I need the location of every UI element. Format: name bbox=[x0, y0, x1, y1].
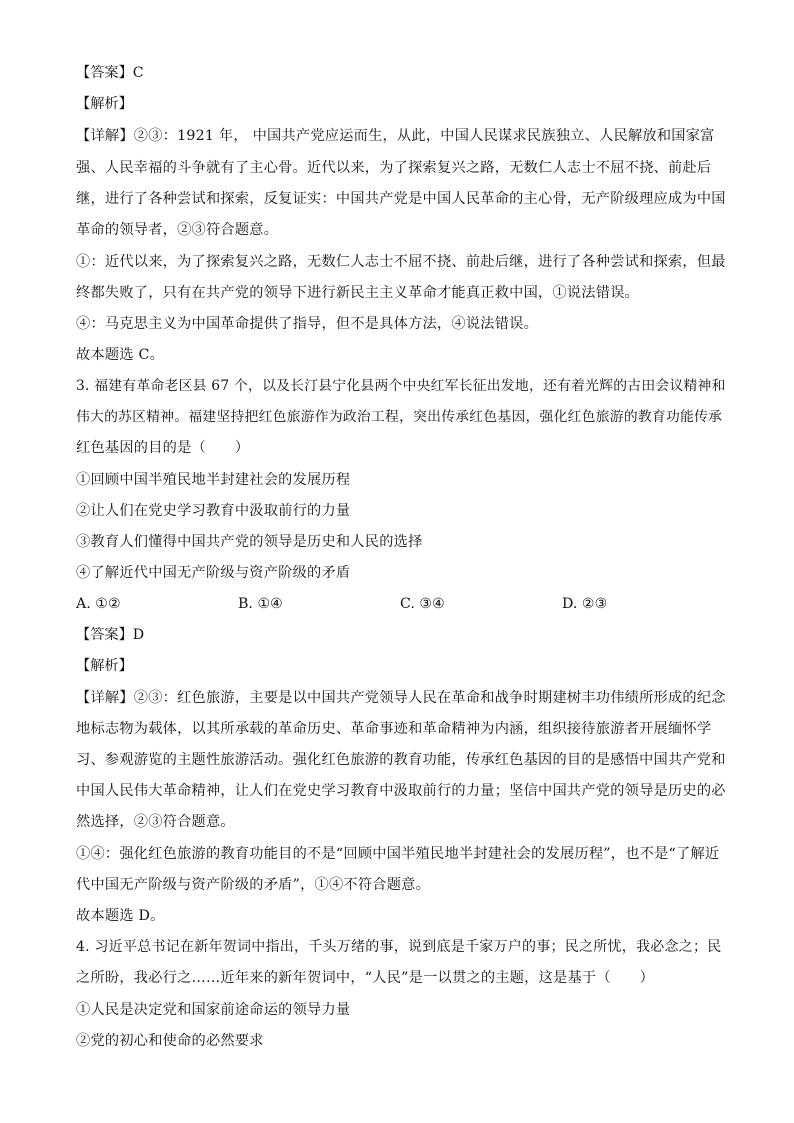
q4-statement: ①人民是决定党和国家前途命运的领导力量 bbox=[76, 1002, 351, 1018]
q4-stem-line: 之所盼，我必行之……近年来的新年贺词中，“人民”是一以贯之的主题，这是基于（ ） bbox=[76, 970, 655, 986]
q3-detail-line: 然选择，②③符合题意。 bbox=[76, 814, 235, 830]
q3-statement: ②让人们在党史学习教育中汲取前行的力量 bbox=[76, 503, 351, 519]
q3-stem-line: 红色基因的目的是（ ） bbox=[76, 440, 250, 456]
q2-detail-line: 强、人民幸福的斗争就有了主心骨。近代以来，为了探索复兴之路，无数仁人志士不屈不挠、前赴后 bbox=[76, 160, 712, 176]
q2-detail-line: 继，进行了各种尝试和探索，反复证实：中国共产党是中国人民革命的主心骨，无产阶级理应成为中国 bbox=[76, 191, 726, 207]
q3-conclusion: 故本题选 D。 bbox=[76, 908, 165, 924]
q4-stem-line: 4. 习近平总书记在新年贺词中指出，千头万绪的事，说到底是千家万户的事；民之所忧，我必念之；民 bbox=[76, 939, 722, 955]
q3-detail-line: 中国人民伟大革命精神，让人们在党史学习教育中汲取前行的力量；坚信中国共产党的领导是历史的必 bbox=[76, 783, 726, 799]
q2-detail-line: 【详解】②③：1921 年， 中国共产党应运而生，从此，中国人民谋求民族独立、人民解放和国家富 bbox=[76, 128, 715, 144]
q3-statement: ①回顾中国半殖民地半封建社会的发展历程 bbox=[76, 472, 351, 488]
q2-conclusion: 故本题选 C。 bbox=[76, 347, 165, 363]
q2-answer: 【答案】C bbox=[76, 65, 144, 81]
q2-detail-line: 革命的领导者，②③符合题意。 bbox=[76, 222, 279, 238]
q3-option-c: C. ③④ bbox=[400, 596, 445, 612]
q3-detail-line: ①④：强化红色旅游的教育功能目的不是“回顾中国半殖民地半封建社会的发展历程”，也不是“了解近 bbox=[76, 846, 720, 862]
q3-stem-line: 伟大的苏区精神。福建坚持把红色旅游作为政治工程，突出传承红色基因，强化红色旅游的教育功能传承 bbox=[76, 409, 723, 425]
q3-option-a: A. ①② bbox=[76, 596, 121, 612]
q3-statement: ④了解近代中国无产阶级与资产阶级的矛盾 bbox=[76, 565, 351, 581]
q4-statement: ②党的初心和使命的必然要求 bbox=[76, 1033, 264, 1049]
q3-detail-line: 习、参观游览的主题性旅游活动。强化红色旅游的教育功能，传承红色基因的目的是感悟中国共产党和 bbox=[76, 752, 726, 768]
q2-analysis-heading: 【解析】 bbox=[76, 96, 133, 112]
q3-detail-line: 地标志物为载体，以其所承载的革命历史、革命事迹和革命精神为内涵，组织接待旅游者开展缅怀学 bbox=[76, 721, 712, 737]
q3-stem-line: 3. 福建有革命老区县 67 个，以及长汀县宁化县两个中央红军长征出发地，还有着光辉的古田会议精神和 bbox=[76, 378, 726, 394]
q2-detail-line: 终都失败了，只有在共产党的领导下进行新民主主义革命才能真正救中国，①说法错误。 bbox=[76, 285, 640, 301]
q3-statement: ③教育人们懂得中国共产党的领导是历史和人民的选择 bbox=[76, 534, 423, 550]
q3-option-d: D. ②③ bbox=[562, 596, 608, 612]
q3-answer: 【答案】D bbox=[76, 627, 145, 643]
q3-detail-line: 【详解】②③：红色旅游，主要是以中国共产党领导人民在革命和战争时期建树丰功伟绩所形成的纪念 bbox=[76, 690, 726, 706]
q3-detail-line: 代中国无产阶级与资产阶级的矛盾”，①④不符合题意。 bbox=[76, 877, 431, 893]
q3-option-b: B. ①④ bbox=[238, 596, 283, 612]
q3-analysis-heading: 【解析】 bbox=[76, 658, 133, 674]
q2-detail-line: ①：近代以来，为了探索复兴之路，无数仁人志士不屈不挠、前赴后继，进行了各种尝试和探索，但最 bbox=[76, 254, 726, 270]
q2-detail-line: ④：马克思主义为中国革命提供了指导，但不是具体方法，④说法错误。 bbox=[76, 316, 539, 332]
